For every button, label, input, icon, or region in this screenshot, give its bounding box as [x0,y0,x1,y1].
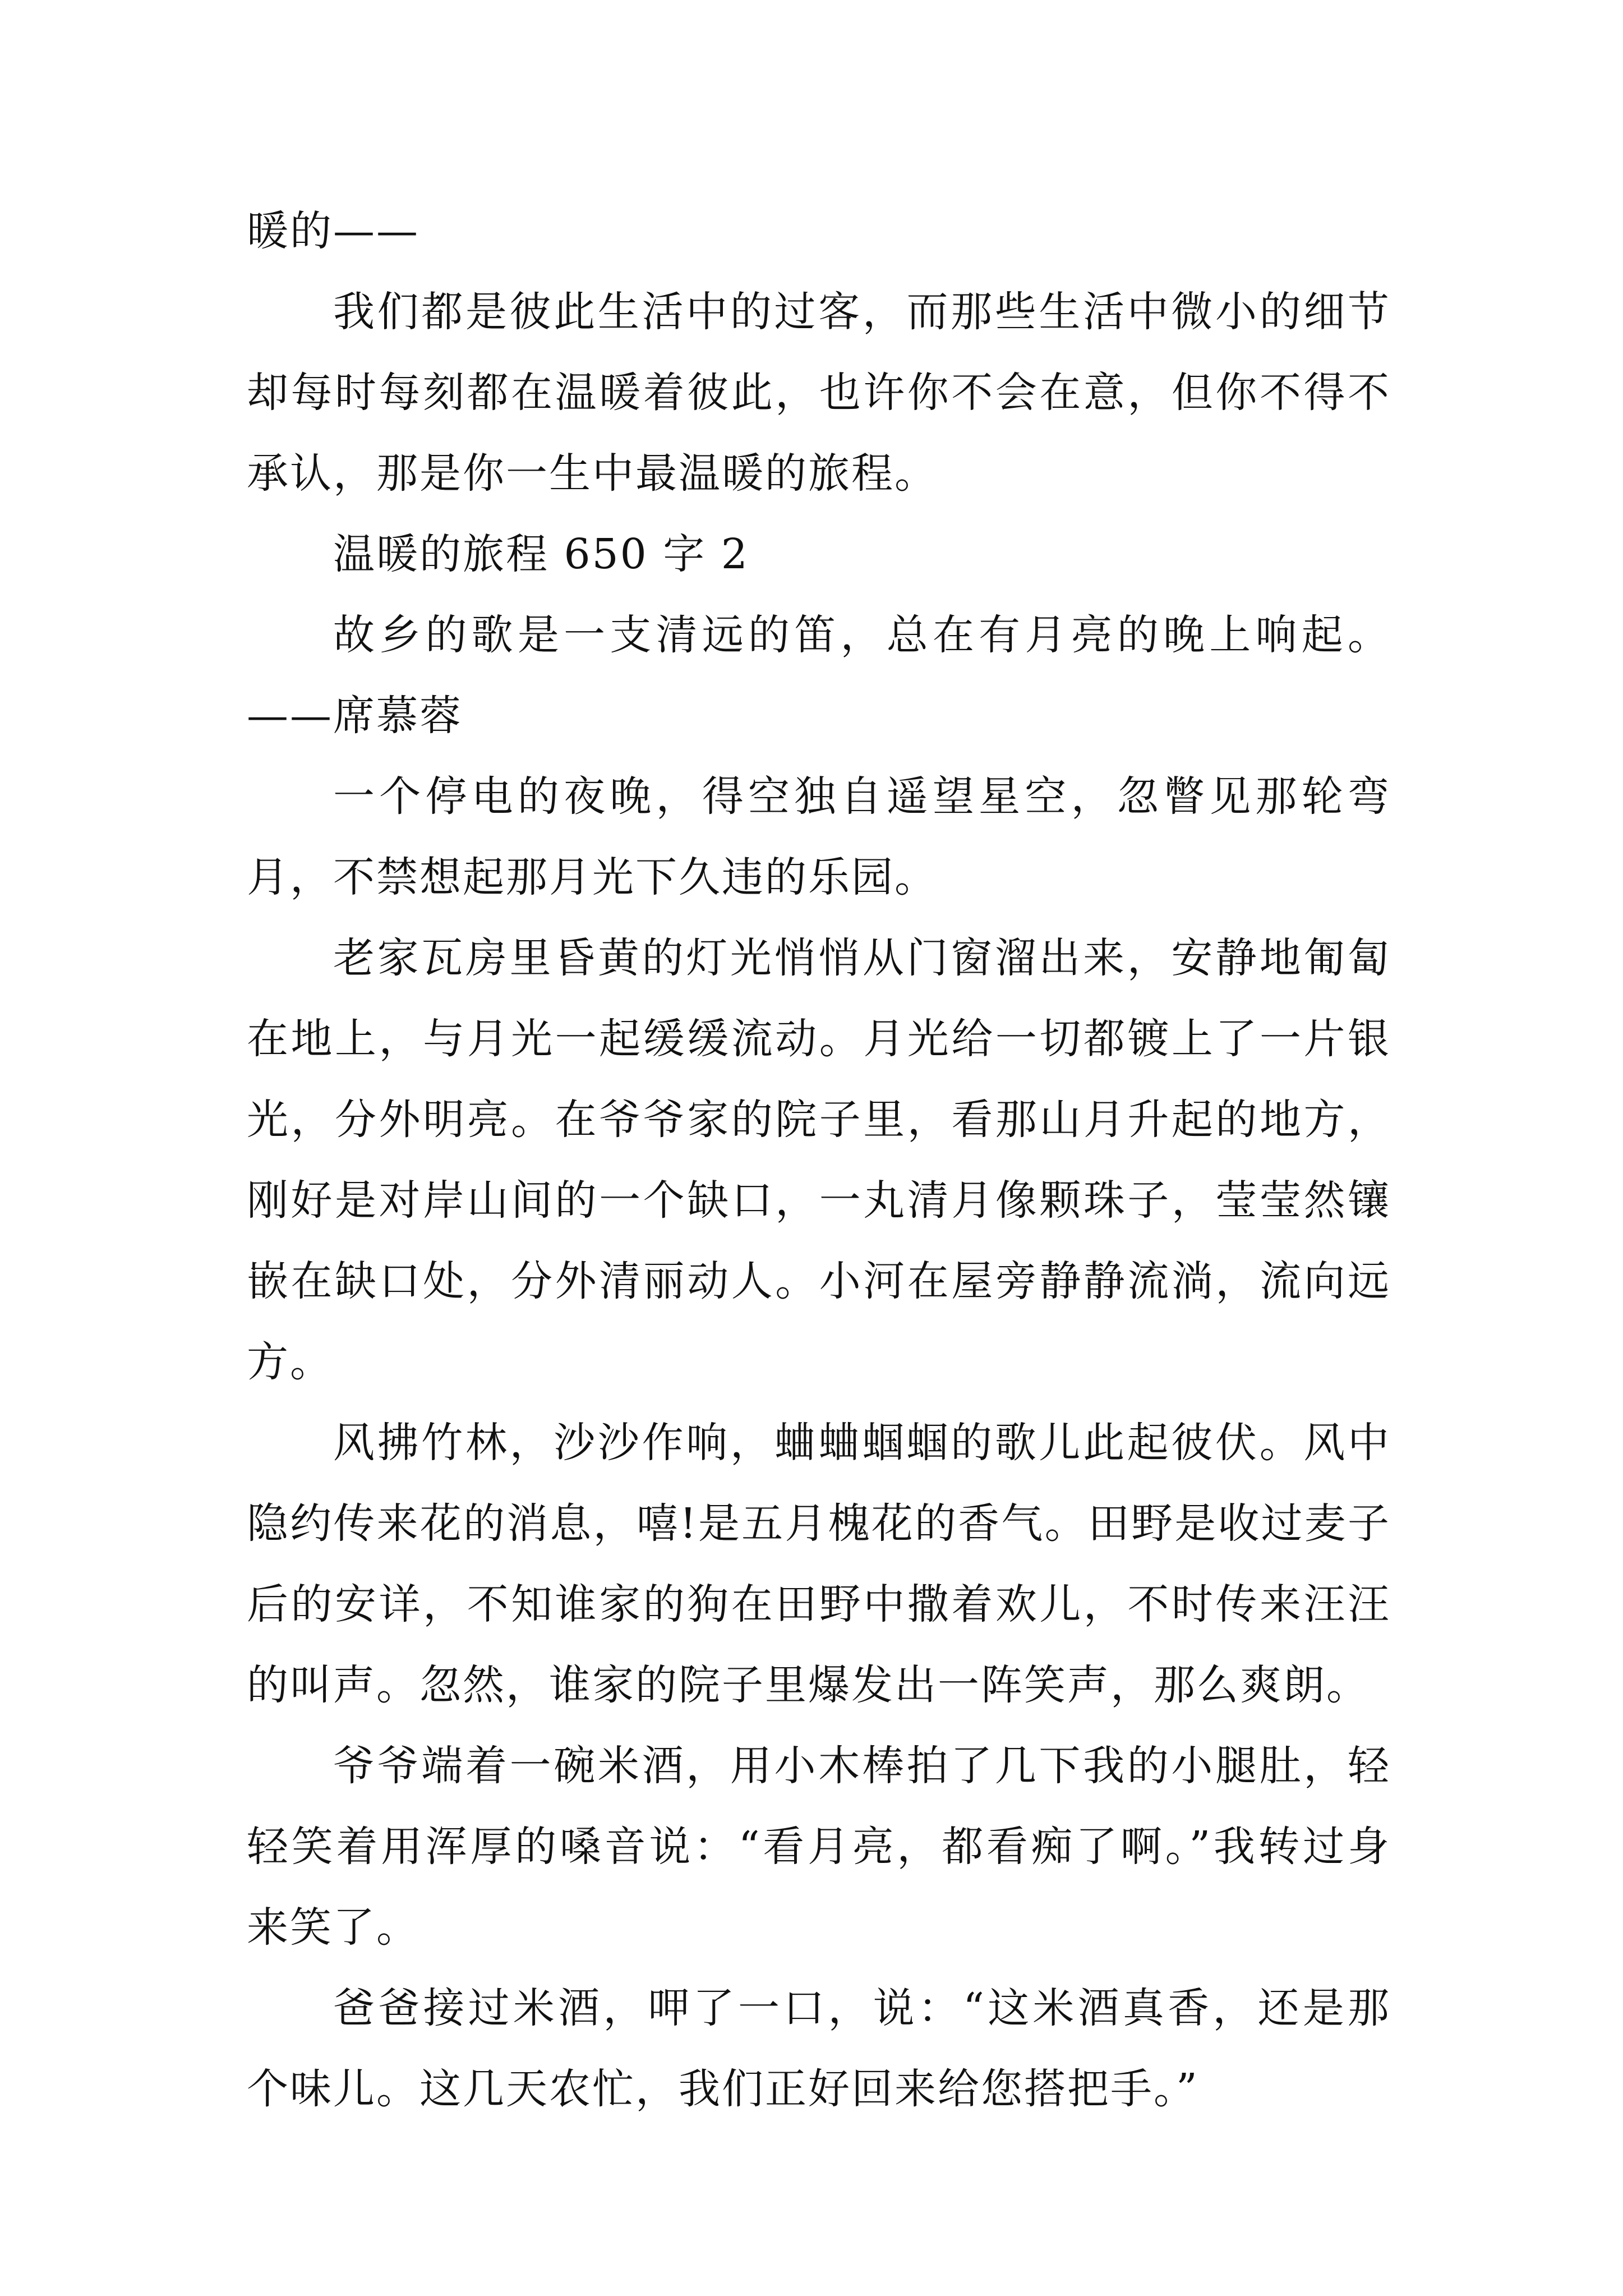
section-heading: 温暖的旅程 650 字 2 [333,530,749,578]
paragraph-continuation: 暖的—— [247,207,419,255]
epigraph-quote: 故乡的歌是一支清远的笛，总在有月亮的晚上响起。——席慕蓉 [247,611,1391,740]
paragraph-blackout-night: 一个停电的夜晚，得空独自遥望星空，忽瞥见那轮弯月，不禁想起那月光下久违的乐园。 [247,772,1391,901]
paragraph-bamboo-wind: 风拂竹林，沙沙作响，蛐蛐蝈蝈的歌儿此起彼伏。风中隐约传来花的消息，嘻!是五月槐花的香气。田野是收过麦子后的安详，不知谁家的狗在田野中撒着欢儿，不时传来汪汪的叫声。忽然，谁家的院子里爆发出一阵笑声，那么爽朗。 [247,1419,1391,1709]
paragraph-grandfather: 爷爷端着一碗米酒，用小木棒拍了几下我的小腿肚，轻轻笑着用浑厚的嗓音说：“看月亮，都看痴了啊。”我转过身来笑了。 [247,1742,1391,1952]
paragraph-travelers: 我们都是彼此生活中的过客，而那些生活中微小的细节却每时每刻都在温暖着彼此，也许你不会在意，但你不得不承认，那是你一生中最温暖的旅程。 [247,288,1391,498]
paragraph-old-house: 老家瓦房里昏黄的灯光悄悄从门窗溜出来，安静地匍匐在地上，与月光一起缓缓流动。月光给一切都镀上了一片银光，分外明亮。在爷爷家的院子里，看那山月升起的地方，刚好是对岸山间的一个缺口，一丸清月像颗珠子，莹莹然镶嵌在缺口处，分外清丽动人。小河在屋旁静静流淌，流向远方。 [247,934,1391,1386]
paragraph-father: 爸爸接过米酒，呷了一口，说：“这米酒真香，还是那个味儿。这几天农忙，我们正好回来给您搭把手。” [247,1984,1391,2113]
document-body [247,191,1391,2129]
